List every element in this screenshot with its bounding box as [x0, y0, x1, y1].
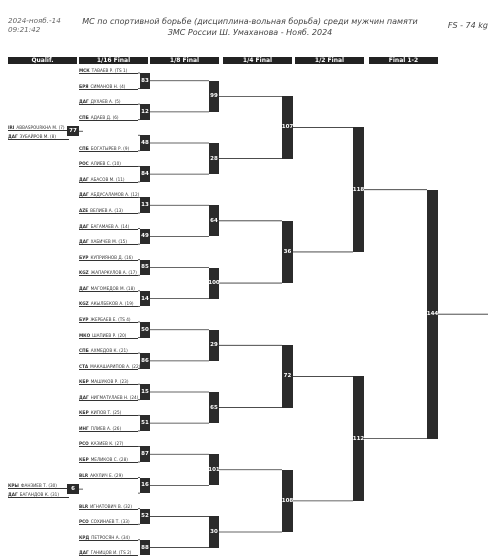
country-code: КБР [79, 379, 89, 385]
qualif-competitor-entry [8, 483, 69, 489]
country-code: AZE [79, 208, 89, 214]
country-code: ДАГ [79, 550, 89, 556]
competitor-entry [79, 115, 138, 121]
country-code: ДАГ [8, 134, 18, 140]
competitor-name: БОГАТЫРЕВ Р. (9) [90, 145, 130, 151]
match-box: 64 [209, 205, 219, 236]
match-box: 99 [209, 81, 219, 112]
competitor-name: МАШУКОВ Р. (23) [90, 379, 129, 385]
competitor-name: ИГНАТОВИЧ В. (32) [90, 503, 132, 509]
match-box: 72 [282, 345, 293, 407]
country-code: БРЯ [79, 83, 89, 89]
match-box: 101 [209, 454, 219, 485]
competitor-name: АДАЕВ Д. (6) [90, 114, 119, 120]
match-box: 65 [209, 392, 219, 423]
title-line-2: ЗМС России Ш. Умаханова - Нояб. 2024 [167, 28, 333, 37]
country-code: IRI [8, 125, 15, 131]
competitor-name: АБДУСАЛАМОВ А. (12) [90, 192, 140, 198]
country-code: BLR [79, 472, 89, 478]
competitor-entry [79, 161, 138, 167]
column-header: Qualif. [31, 57, 54, 64]
competitor-entry [79, 208, 138, 214]
country-code: СПБ [79, 145, 89, 151]
weight-category: FS - 74 kg [447, 21, 488, 30]
date-text: 2024-нояб.-14 [8, 16, 61, 25]
match-box: 13 [140, 197, 150, 213]
country-code: РОС [79, 161, 89, 167]
match-box: 49 [140, 229, 150, 245]
competitor-name: АБАСОВ М. (11) [90, 176, 125, 182]
competitor-name: ПЕТРОСЯН А. (34) [91, 534, 130, 540]
competitor-name: ЖАПАРКУЛОВ А. (17) [90, 270, 137, 276]
competitor-entry [79, 441, 138, 447]
competitor-entry [79, 270, 138, 276]
competitor-name: МАГОМЕДОВ М. (18) [90, 285, 135, 291]
competitor-entry [79, 426, 138, 432]
match-box: 29 [209, 330, 219, 361]
column-header: 1/16 Final [96, 57, 131, 64]
country-code: ДАГ [79, 192, 89, 198]
match-box: 28 [209, 143, 219, 174]
country-code: KGZ [79, 270, 89, 276]
competitor-name: КАЗИЕВ К. (27) [90, 441, 124, 447]
country-code: ДАГ [79, 223, 89, 229]
match-box: 112 [353, 376, 364, 500]
competitor-entry [79, 224, 138, 230]
competitor-entry [79, 286, 138, 292]
country-code: РСО [79, 519, 89, 525]
competitor-name: НИГМАТУЛАЕВ Н. (24) [90, 394, 139, 400]
column-header: 1/2 Final [314, 57, 345, 64]
country-code: ДАГ [8, 492, 18, 498]
match-box: 88 [140, 540, 150, 556]
competitor-entry [79, 504, 138, 510]
match-box: 12 [140, 104, 150, 120]
competitor-name: КИПОВ Т. (25) [90, 410, 122, 416]
competitor-entry [79, 317, 138, 323]
competitor-entry [79, 363, 141, 370]
competitor-name: АЛИЕВ С. (10) [90, 161, 121, 167]
match-box: 48 [140, 135, 150, 151]
country-code: КРЫ [8, 483, 19, 489]
country-code: КРД [79, 534, 90, 540]
country-code: БУР [79, 316, 89, 322]
match-box: 144 [427, 190, 438, 439]
competitor-entry [79, 519, 138, 525]
country-code: СТА [79, 363, 89, 369]
competitor-entry [79, 68, 138, 74]
column-header: 1/8 Final [169, 57, 200, 64]
match-box: 118 [353, 127, 364, 251]
competitor-entry [79, 146, 138, 152]
country-code: BLR [79, 503, 89, 509]
country-code: КБР [79, 410, 89, 416]
country-code: ДАГ [79, 99, 89, 105]
competitor-name: БАГАМАЕВ А. (14) [90, 223, 130, 229]
match-box: 14 [140, 291, 150, 307]
competitor-entry [79, 395, 138, 401]
country-code: КБР [79, 457, 89, 462]
match-box: 85 [140, 260, 150, 276]
match-box: 51 [140, 415, 150, 431]
competitor-name: ABBASPOURKHA M. (7) [16, 125, 65, 131]
country-code: СПБ [79, 114, 89, 120]
competitor-name: ФАНЗИЕВ Т. (30) [20, 483, 57, 489]
country-code: СПБ [79, 348, 89, 354]
competitor-entry [79, 99, 138, 105]
country-code: МСК [79, 68, 90, 73]
competitor-entry [79, 177, 138, 183]
time-text: 09:21:42 [8, 25, 41, 34]
competitor-entry [79, 473, 138, 479]
qualif-match-box: 77 [67, 126, 79, 136]
country-code: ДАГ [79, 239, 89, 245]
qualif-match-box: 6 [67, 484, 79, 494]
competitor-entry [79, 550, 138, 556]
competitor-entry [79, 379, 138, 385]
qualif-competitor-entry [8, 125, 69, 131]
match-box: 30 [209, 516, 219, 547]
match-box: 108 [282, 470, 293, 532]
competitor-name: ГАНИЦОВ И. (TS 2) [90, 550, 132, 556]
competitor-entry [79, 301, 138, 307]
competitor-name: АКУЛИЧ Е. (29) [90, 472, 123, 478]
match-box: 86 [140, 353, 150, 369]
competitor-name: ЗУБАЙРОВ М. (8) [19, 134, 56, 140]
competitor-entry [79, 255, 138, 261]
country-code: БУР [79, 254, 89, 260]
match-box: 16 [140, 478, 150, 494]
match-box: 100 [209, 268, 219, 299]
country-code: ДАГ [79, 285, 89, 291]
competitor-entry [79, 239, 138, 245]
competitor-entry [79, 457, 138, 463]
match-box: 87 [140, 446, 150, 462]
country-code: ДАГ [79, 394, 89, 400]
match-box: 107 [282, 96, 293, 158]
qualif-competitor-entry [8, 492, 69, 498]
title-line-1: МС по спортивной борьбе (дисциплина-вольная борьба) среди мужчин памяти [82, 17, 418, 26]
competitor-name: АКЫЛБЕКОВ А. (19) [90, 301, 134, 307]
competitor-name: МАКАШАРИПОВ А. (22) [90, 363, 141, 369]
match-box: 52 [140, 509, 150, 525]
competitor-entry [79, 348, 138, 354]
country-code: KGZ [79, 301, 89, 307]
qualif-competitor-entry [8, 134, 69, 140]
competitor-name: ВЕЛИЕВ А. (13) [90, 208, 123, 214]
competitor-name: СОХИНАЕВ Т. (33) [90, 519, 130, 525]
country-code: ДАГ [79, 176, 89, 182]
competitor-entry [79, 535, 138, 541]
match-box: 50 [140, 322, 150, 338]
match-box: 36 [282, 221, 293, 283]
competitor-name: МЕЛИКОВ С. (28) [90, 457, 128, 462]
country-code: ИНГ [79, 425, 89, 431]
column-header: 1/4 Final [242, 57, 273, 64]
competitor-name: СИМАНОВ Н. (4) [90, 83, 126, 89]
match-box: 84 [140, 166, 150, 182]
competitor-name: ХАБИЧЕВ М. (15) [90, 239, 127, 245]
country-code: РСО [79, 441, 89, 447]
country-code: МКО [79, 332, 91, 338]
competitor-name: ДУХАЕВ А. (5) [90, 99, 121, 105]
match-box: 83 [140, 73, 150, 89]
competitor-name: ТАВАЕВ Р. (TS 1) [91, 68, 128, 73]
competitor-name: ЖЕРБАЕВ Е. (TS 4) [90, 316, 131, 322]
competitor-name: ШАПИЕВ Р. (20) [92, 332, 127, 338]
competitor-entry [79, 333, 138, 339]
match-box: 15 [140, 384, 150, 400]
competitor-name: БАГАНДОВ К. (31) [19, 492, 59, 498]
competitor-entry [79, 84, 138, 90]
competitor-name: КУПРИЯНОВ Д. (16) [90, 254, 133, 260]
column-header: Final 1-2 [388, 57, 419, 64]
competitor-name: ПЛИЕВ А. (26) [90, 425, 122, 431]
competitor-entry [79, 410, 138, 416]
competitor-name: АХМЕДОВ К. (21) [90, 348, 128, 354]
competitor-entry [79, 192, 138, 198]
